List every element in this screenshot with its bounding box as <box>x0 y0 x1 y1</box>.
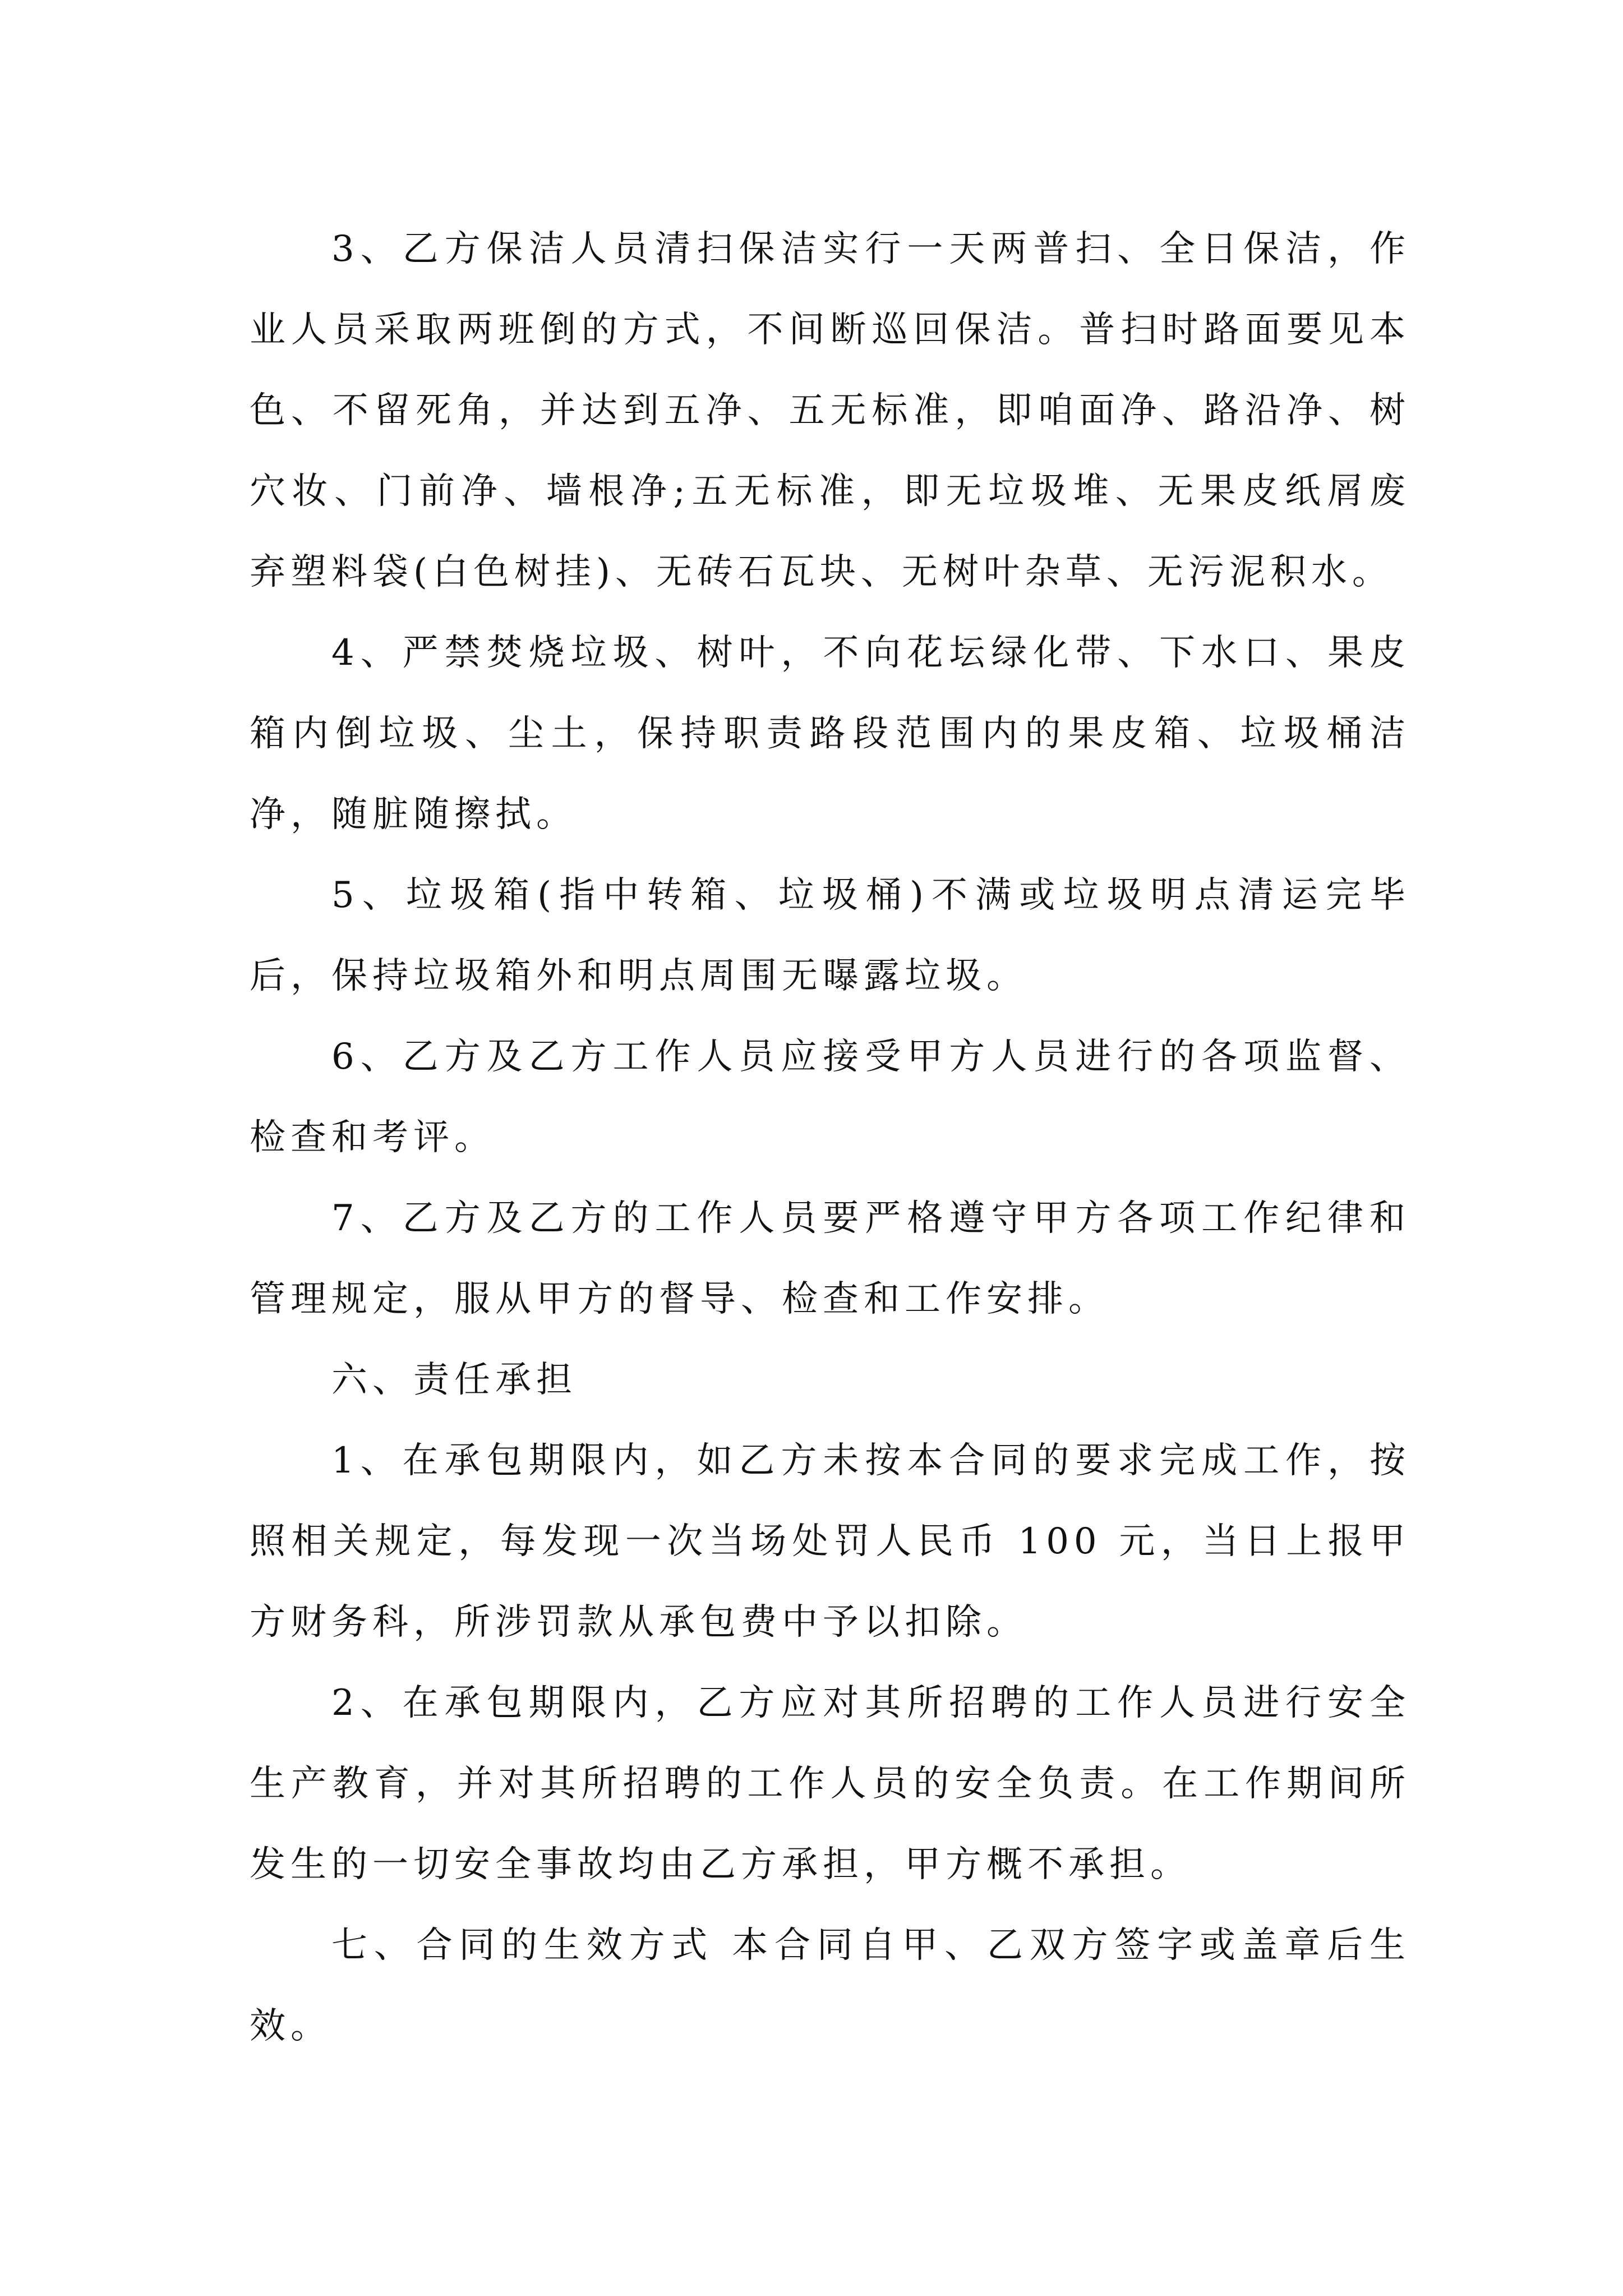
clause-4-paragraph: 4、严禁焚烧垃圾、树叶，不向花坛绿化带、下水口、果皮箱内倒垃圾、尘土，保持职责路段范围内的果皮箱、垃圾桶洁净，随脏随擦拭。 <box>250 632 1410 835</box>
liability-2-paragraph: 2、在承包期限内，乙方应对其所招聘的工作人员进行安全生产教育，并对其所招聘的工作人员的安全负责。在工作期间所发生的一切安全事故均由乙方承担，甲方概不承担。 <box>250 1682 1410 1885</box>
section-7-paragraph: 七、合同的生效方式 本合同自甲、乙双方签字或盖章后生效。 <box>250 1925 1410 2047</box>
section-6-heading: 六、责任承担 <box>331 1359 577 1401</box>
clause-3-paragraph: 3、乙方保洁人员清扫保洁实行一天两普扫、全日保洁，作业人员采取两班倒的方式，不间断巡回保洁。普扫时路面要见本色、不留死角，并达到五净、五无标准，即咱面净、路沿净、树穴妆、门前净、墙根净;五无标准，即无垃圾堆、无果皮纸屑废弃塑料袋(白色树挂)、无砖石瓦块、无树叶杂草、无污泥积水。 <box>250 228 1410 593</box>
clause-6-paragraph: 6、乙方及乙方工作人员应接受甲方人员进行的各项监督、检查和考评。 <box>250 1036 1410 1158</box>
clause-5-paragraph: 5、垃圾箱(指中转箱、垃圾桶)不满或垃圾明点清运完毕后，保持垃圾箱外和明点周围无曝露垃圾。 <box>250 875 1410 997</box>
liability-1-paragraph: 1、在承包期限内，如乙方未按本合同的要求完成工作，按照相关规定，每发现一次当场处罚人民币 100 元，当日上报甲方财务科，所涉罚款从承包费中予以扣除。 <box>250 1440 1410 1643</box>
clause-7-paragraph: 7、乙方及乙方的工作人员要严格遵守甲方各项工作纪律和管理规定，服从甲方的督导、检查和工作安排。 <box>250 1198 1410 1320</box>
document-body <box>250 209 1410 2067</box>
